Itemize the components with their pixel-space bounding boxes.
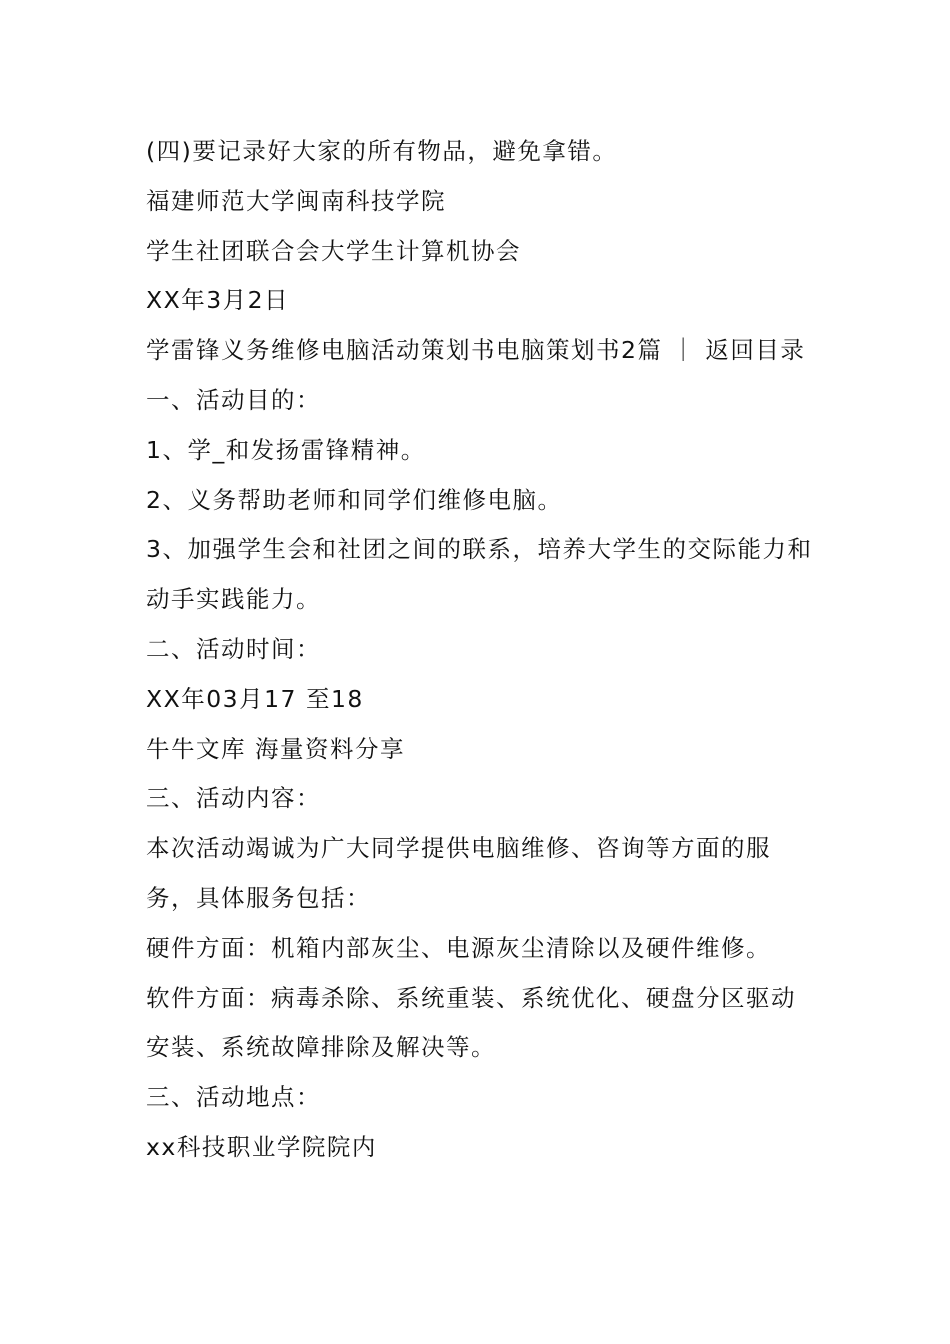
heading-time: 二、活动时间： <box>146 634 321 663</box>
activity-time: XX年03月17 至18 <box>146 684 364 713</box>
watermark-text: 牛牛文库 海量资料分享 <box>146 734 405 763</box>
document-body <box>146 127 816 1173</box>
purpose-item-1: 1、学_和发扬雷锋精神。 <box>146 435 426 464</box>
list-item-note: (四)要记录好大家的所有物品，避免拿错。 <box>146 137 618 165</box>
purpose-item-2: 2、义务帮助老师和同学们维修电脑。 <box>146 485 563 514</box>
content-software: 软件方面：病毒杀除、系统重装、系统优化、硬盘分区驱动安装、系统故障排除及解决等。 <box>146 983 796 1062</box>
content-intro: 本次活动竭诚为广大同学提供电脑维修、咨询等方面的服务，具体服务包括： <box>146 834 771 912</box>
heading-location: 三、活动地点： <box>146 1083 321 1112</box>
heading-content: 三、活动内容： <box>146 784 321 813</box>
organization-name: 福建师范大学闽南科技学院 <box>146 186 446 215</box>
activity-location: xx科技职业学院院内 <box>146 1132 377 1161</box>
heading-purpose: 一、活动目的： <box>146 385 321 414</box>
section-title: 学雷锋义务维修电脑活动策划书电脑策划书2篇 ｜ 返回目录 <box>146 336 806 365</box>
purpose-item-3: 3、加强学生会和社团之间的联系，培养大学生的交际能力和动手实践能力。 <box>146 535 813 614</box>
document-date: XX年3月2日 <box>146 286 290 315</box>
content-hardware: 硬件方面：机箱内部灰尘、电源灰尘清除以及硬件维修。 <box>146 933 771 962</box>
association-name: 学生社团联合会大学生计算机协会 <box>146 236 521 265</box>
